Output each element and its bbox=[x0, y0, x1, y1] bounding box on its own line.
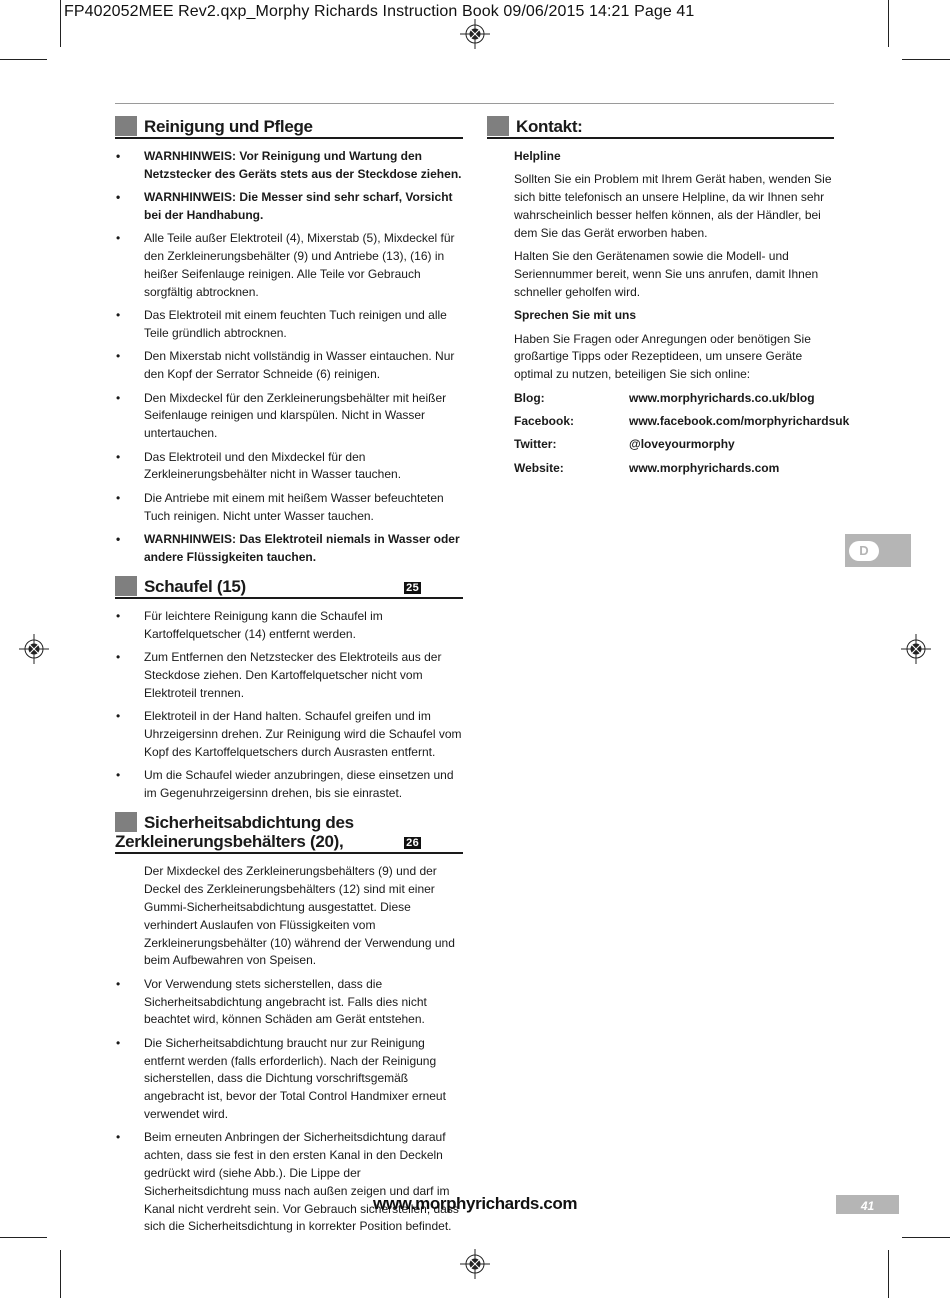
contact-row-facebook bbox=[487, 413, 850, 431]
bullet-icon: • bbox=[116, 1130, 121, 1145]
crop-mark bbox=[0, 1237, 47, 1238]
list-item-text: Beim erneuten Anbringen der Sicherheitsdichtung darauf achten, dass sie fest in den ersten Kanal in den Deckeln gedrückt wird (siehe Abb.). Die Lippe der Sicherheitsdichtung muss nach außen zeigen und darf im Kanal nicht verdreht sein. Vor Gebrauch sicherstellen, dass sich die Sicherheitsdichtung in korrekter Position befindet. bbox=[144, 1130, 459, 1234]
section-title: Schaufel (15) bbox=[144, 577, 246, 597]
bullet-icon: • bbox=[116, 976, 121, 991]
right-column bbox=[487, 116, 850, 483]
list-item-text: Die Antriebe mit einem mit heißem Wasser befeuchteten Tuch reinigen. Nicht unter Wasser tauchen. bbox=[144, 490, 444, 523]
page-number: 41 bbox=[836, 1195, 899, 1214]
list-item bbox=[115, 148, 463, 184]
bullet-icon: • bbox=[116, 349, 121, 364]
crop-mark bbox=[902, 59, 950, 60]
list-item-text: WARNHINWEIS: Das Elektroteil niemals in Wasser oder andere Flüssigkeiten tauchen. bbox=[144, 531, 460, 564]
list-item-text: WARNHINWEIS: Die Messer sind sehr scharf, Vorsicht bei der Handhabung. bbox=[144, 190, 453, 222]
bullet-icon: • bbox=[116, 768, 121, 783]
contact-link[interactable]: www.morphyrichards.co.uk/blog bbox=[629, 390, 815, 405]
heading-square-icon bbox=[115, 812, 137, 832]
contact-link[interactable]: www.morphyrichards.com bbox=[629, 460, 780, 475]
talk-heading: Sprechen Sie mit uns bbox=[514, 308, 637, 323]
bullet-icon: • bbox=[116, 390, 121, 405]
list-item bbox=[115, 767, 463, 803]
helpline-heading: Helpline bbox=[514, 149, 561, 163]
talk-paragraph: Haben Sie Fragen oder Anregungen oder benötigen Sie großartige Tipps oder Rezeptideen, um unsere Geräte optimal zu nutzen, beteiligen Sie sich online: bbox=[514, 331, 811, 382]
bullet-list-reinigung bbox=[115, 148, 463, 566]
section-title-line: Zerkleinerungsbehälters (20), bbox=[115, 832, 344, 852]
bullet-icon: • bbox=[116, 709, 121, 724]
list-item-text: Das Elektroteil mit einem feuchten Tuch reinigen und alle Teile gründlich abtrocknen. bbox=[144, 308, 447, 340]
bullet-icon: • bbox=[116, 231, 121, 246]
top-rule bbox=[115, 103, 834, 104]
list-item-text: Für leichtere Reinigung kann die Schaufel im Kartoffelquetscher (14) entfernt werden. bbox=[144, 609, 383, 641]
section-title: Kontakt: bbox=[516, 117, 583, 136]
print-slug: FP402052MEE Rev2.qxp_Morphy Richards Instruction Book 09/06/2015 14:21 Page 41 bbox=[64, 3, 695, 20]
list-item bbox=[115, 531, 463, 567]
section-heading-sicherheitsabdichtung bbox=[115, 812, 463, 854]
left-column bbox=[115, 116, 463, 1242]
list-item-text: Den Mixerstab nicht vollständig in Wasser eintauchen. Nur den Kopf der Serrator Schneide (6) reinigen. bbox=[144, 349, 455, 382]
section-heading-schaufel bbox=[115, 576, 463, 599]
list-item-text: Zum Entfernen den Netzstecker des Elektroteils aus der Steckdose ziehen. Den Kartoffelquetscher nicht vom Elektroteil trennen. bbox=[144, 650, 442, 700]
heading-square-icon bbox=[115, 576, 137, 596]
figure-ref-badge: 25 bbox=[406, 582, 419, 595]
language-tab bbox=[845, 534, 911, 567]
bullet-icon: • bbox=[116, 449, 121, 464]
crop-mark bbox=[888, 1250, 889, 1298]
contact-label: Twitter: bbox=[514, 437, 557, 452]
list-item-text: WARNHINWEIS: Vor Reinigung und Wartung den Netzstecker des Geräts stets aus der Steckdose ziehen. bbox=[144, 149, 462, 181]
section-title: Reinigung und Pflege bbox=[144, 117, 313, 136]
list-item bbox=[115, 976, 463, 1029]
list-item bbox=[115, 649, 463, 702]
contact-label: Website: bbox=[514, 460, 564, 475]
bullet-icon: • bbox=[116, 149, 121, 163]
footer-url: www.morphyrichards.com bbox=[373, 1194, 578, 1213]
crop-mark bbox=[902, 1237, 950, 1238]
list-item-text: Alle Teile außer Elektroteil (4), Mixerstab (5), Mixdeckel für den Zerkleinerungsbehälter (9) und Antriebe (13), (16) in heißer Seifenlauge reinigen. Alle Teile vor Gebrauch sorgfältig abtrocknen. bbox=[144, 231, 455, 299]
bullet-icon: • bbox=[116, 190, 121, 205]
language-tab-label: D bbox=[849, 541, 879, 561]
heading-square-icon bbox=[487, 116, 509, 136]
contact-link[interactable]: @loveyourmorphy bbox=[629, 437, 735, 452]
contact-row-website bbox=[487, 460, 834, 478]
registration-mark-icon bbox=[19, 634, 49, 664]
list-item-text: Die Sicherheitsabdichtung braucht nur zur Reinigung entfernt werden (falls erforderlich). Nach der Reinigung sicherstellen, dass die Dichtung vorschriftsgemäß angebracht ist, bevor der Total Control Handmixer erneut verwendet wird. bbox=[144, 1035, 446, 1121]
helpline-paragraph: Halten Sie den Gerätenamen sowie die Modell- und Seriennummer bereit, wenn Sie uns anrufen, damit Ihnen schneller geholfen wird. bbox=[514, 249, 819, 299]
list-item-text: Um die Schaufel wieder anzubringen, diese einsetzen und im Gegenuhrzeigersinn drehen, bis sie einrastet. bbox=[144, 768, 454, 801]
list-item bbox=[115, 449, 463, 485]
bullet-icon: • bbox=[116, 650, 121, 665]
list-item bbox=[115, 490, 463, 526]
figure-ref-badge: 26 bbox=[406, 837, 419, 850]
bullet-icon: • bbox=[116, 1035, 121, 1050]
contact-row-blog bbox=[487, 390, 834, 408]
bullet-list-schaufel bbox=[115, 608, 463, 803]
heading-square-icon bbox=[115, 116, 137, 136]
list-item bbox=[115, 307, 463, 343]
intro-paragraph: Der Mixdeckel des Zerkleinerungsbehälters (9) und der Deckel des Zerkleinerungsbehälters (12) sind mit einer Gummi-Sicherheitsabdichtung ausgestattet. Diese verhindert Auslaufen von Flüssigkeiten vom Zerkleinerungsbehälter (10) während der Verwendung und beim Aufbewahren von Speisen. bbox=[144, 864, 455, 968]
contact-link[interactable]: www.facebook.com/morphyrichardsuk bbox=[629, 413, 850, 428]
crop-mark bbox=[60, 0, 61, 47]
bullet-icon: • bbox=[116, 308, 121, 323]
helpline-paragraph: Sollten Sie ein Problem mit Ihrem Gerät haben, wenden Sie sich bitte telefonisch an unsere Helpline, da wir Ihnen sehr wahrscheinlich besser helfen können, als der Händler, bei dem Sie das Gerät erworben haben. bbox=[514, 172, 832, 240]
bullet-icon: • bbox=[116, 531, 121, 546]
list-item-text: Das Elektroteil und den Mixdeckel für den Zerkleinerungsbehälter nicht in Wasser tauchen. bbox=[144, 449, 402, 482]
contact-row-twitter bbox=[487, 436, 834, 454]
list-item bbox=[115, 230, 463, 301]
section-heading-kontakt bbox=[487, 116, 834, 139]
list-item bbox=[115, 189, 463, 225]
list-item bbox=[115, 348, 463, 384]
list-item bbox=[115, 390, 463, 443]
list-item bbox=[115, 708, 463, 761]
list-item bbox=[115, 1035, 463, 1124]
crop-mark bbox=[60, 1250, 61, 1298]
contact-label: Facebook: bbox=[514, 413, 575, 428]
section-title-line: Sicherheitsabdichtung des bbox=[144, 813, 354, 833]
registration-mark-icon bbox=[460, 1249, 490, 1279]
section-heading-reinigung bbox=[115, 116, 463, 139]
contact-label: Blog: bbox=[514, 390, 545, 405]
bullet-icon: • bbox=[116, 609, 121, 624]
bullet-icon: • bbox=[116, 490, 121, 505]
crop-mark bbox=[0, 59, 47, 60]
registration-mark-icon bbox=[901, 634, 931, 664]
list-item-text: Den Mixdeckel für den Zerkleinerungsbehälter mit heißer Seifenlauge reinigen und klarspülen. Nicht in Wasser untertauchen. bbox=[144, 390, 447, 441]
list-item bbox=[115, 1129, 463, 1236]
crop-mark bbox=[888, 0, 889, 47]
list-item bbox=[115, 608, 463, 644]
registration-mark-icon bbox=[460, 19, 490, 49]
list-item-text: Elektroteil in der Hand halten. Schaufel greifen und im Uhrzeigersinn drehen. Zur Reinigung wird die Schaufel vom Kopf des Kartoffelquetschers durch Ausrasten entfernt. bbox=[144, 709, 462, 759]
list-item-text: Vor Verwendung stets sicherstellen, dass die Sicherheitsabdichtung angebracht ist. Falls dies nicht beachtet wird, können Schäden am Gerät entstehen. bbox=[144, 976, 427, 1027]
